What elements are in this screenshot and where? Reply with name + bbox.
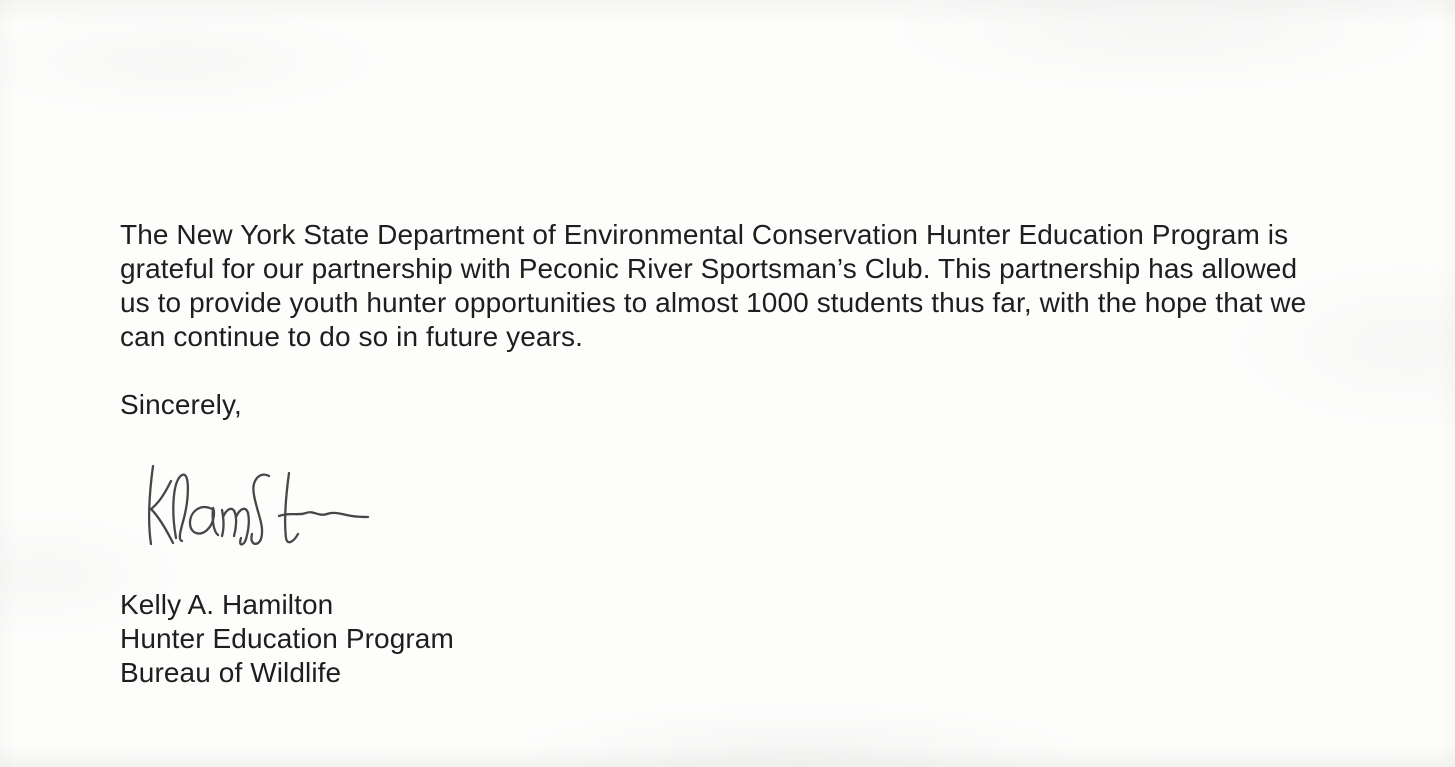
closing-salutation: Sincerely, — [120, 389, 242, 420]
signature-ink-strokes — [138, 446, 373, 554]
signature-block — [120, 588, 454, 690]
paragraph-line: The New York State Department of Environmental Conservation Hunter Education Program is — [120, 219, 1289, 250]
sender-bureau: Bureau of Wildlife — [120, 657, 342, 688]
handwritten-signature — [138, 446, 373, 554]
letter-body-paragraph — [120, 218, 1306, 354]
paragraph-line: us to provide youth hunter opportunities to almost 1000 students thus far, with the hope that we — [120, 287, 1307, 318]
paragraph-line: grateful for our partnership with Peconic River Sportsman’s Club. This partnership has allowed — [120, 253, 1298, 284]
sender-name: Kelly A. Hamilton — [120, 589, 334, 620]
paragraph-line: can continue to do so in future years. — [120, 321, 583, 352]
sender-program: Hunter Education Program — [120, 623, 454, 654]
